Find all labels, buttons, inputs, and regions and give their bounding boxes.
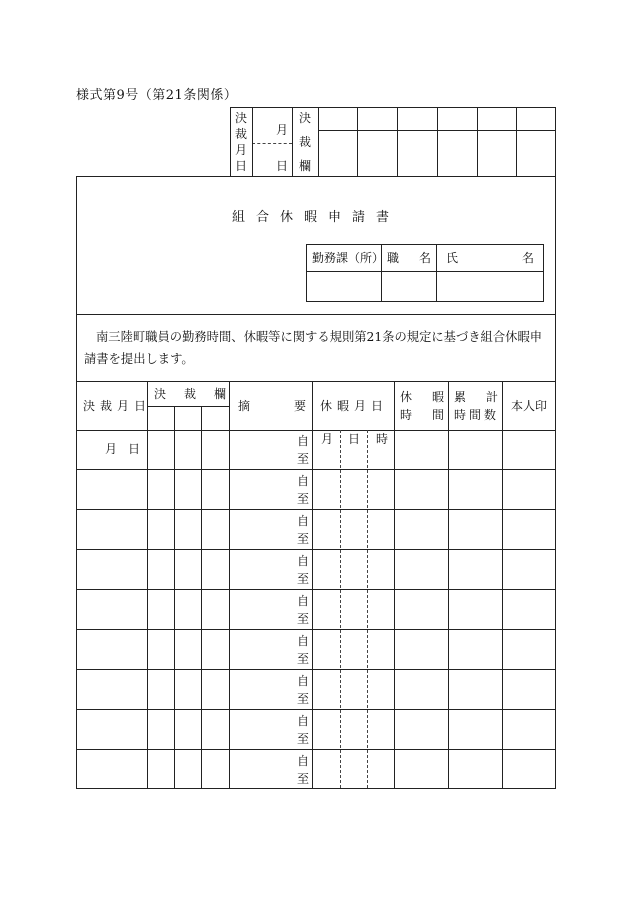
to-label: 至 (297, 532, 310, 546)
row-day-label: 日 (128, 442, 141, 456)
from-label: 自 (297, 434, 310, 448)
header-summary-left: 摘 (238, 399, 251, 413)
header-summary-right: 要 (294, 399, 307, 413)
leave-hour-label: 時 (376, 432, 389, 446)
form-label: 様式第9号（第21条関係） (76, 88, 238, 103)
approval-month-label: 月 (276, 123, 289, 137)
to-label: 至 (297, 612, 310, 626)
header-leave-date: 休暇月日 (320, 399, 389, 413)
approval-date-char: 月 (235, 143, 248, 157)
row-month-label: 月 (105, 442, 118, 456)
header-decision-date: 決裁月日 (83, 399, 152, 413)
from-label: 自 (297, 634, 310, 648)
department-label: 勤務課（所） (312, 251, 385, 265)
from-label: 自 (297, 714, 310, 728)
approval-column-char: 裁 (299, 135, 312, 149)
leave-month-label: 月 (321, 432, 334, 446)
name-label-left: 氏 (446, 251, 459, 265)
from-label: 自 (297, 554, 310, 568)
header-leave-hours-bottom-right: 間 (432, 408, 445, 422)
approval-day-label: 日 (276, 159, 289, 173)
header-leave-hours-bottom-left: 時 (400, 408, 413, 422)
header-cumulative-top-right: 計 (486, 390, 499, 404)
from-label: 自 (297, 754, 310, 768)
to-label: 至 (297, 772, 310, 786)
to-label: 至 (297, 452, 310, 466)
to-label: 至 (297, 692, 310, 706)
from-label: 自 (297, 474, 310, 488)
approval-date-char: 裁 (235, 127, 248, 141)
header-leave-hours-top-right: 暇 (432, 390, 445, 404)
approval-date-char: 決 (235, 111, 248, 125)
approval-column-char: 欄 (299, 159, 312, 173)
to-label: 至 (297, 492, 310, 506)
header-cumulative-top-left: 累 (454, 390, 467, 404)
approval-column-char: 決 (299, 111, 312, 125)
from-label: 自 (297, 674, 310, 688)
position-label: 職 名 (387, 251, 436, 265)
header-seal: 本人印 (511, 399, 548, 413)
page-title: 組合休暇申請書 (231, 210, 400, 225)
header-cumulative-bottom: 時間数 (454, 408, 500, 422)
approval-date-char: 日 (235, 159, 248, 173)
application-statement: 南三陸町職員の勤務時間、休暇等に関する規則第21条の規定に基づき組合休暇申請書を提出します。 (84, 330, 543, 366)
to-label: 至 (297, 652, 310, 666)
header-leave-hours-top-left: 休 (400, 390, 413, 404)
from-label: 自 (297, 594, 310, 608)
to-label: 至 (297, 732, 310, 746)
from-label: 自 (297, 514, 310, 528)
to-label: 至 (297, 572, 310, 586)
name-label-right: 名 (522, 251, 535, 265)
leave-day-label: 日 (348, 432, 361, 446)
header-approval-column: 決 裁 欄 (154, 387, 230, 401)
